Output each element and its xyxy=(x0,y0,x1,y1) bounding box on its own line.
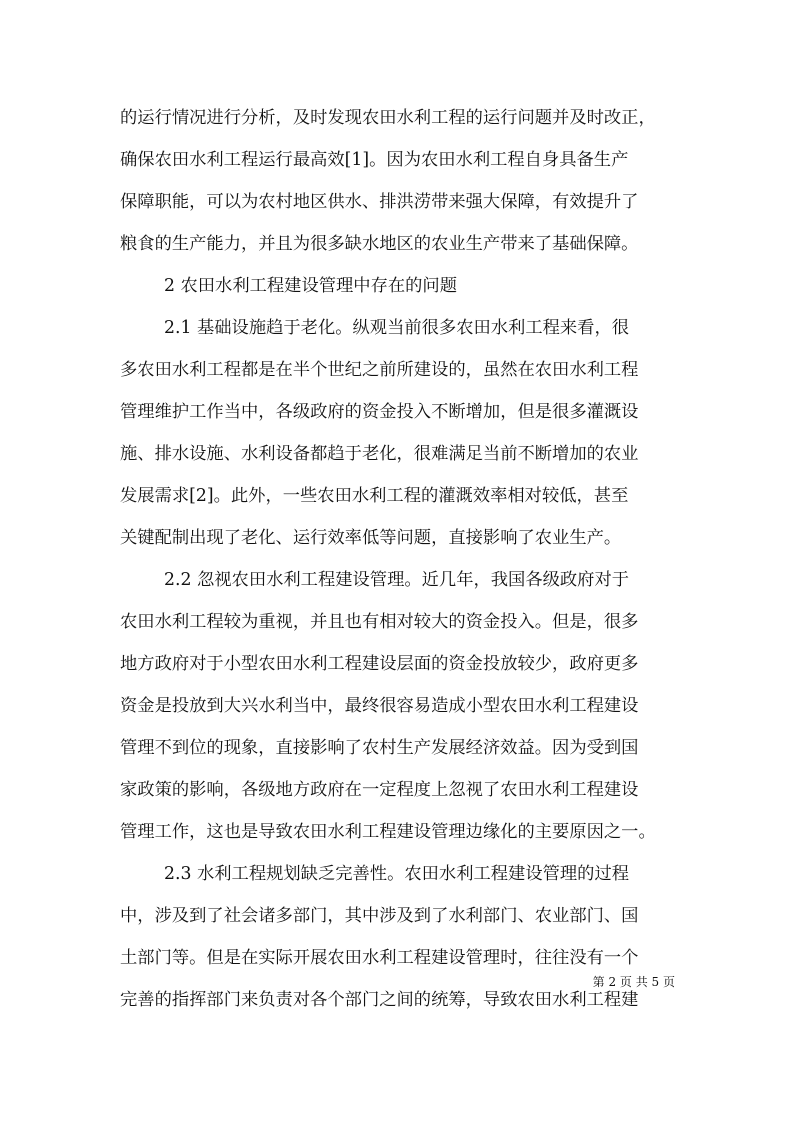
body-text-line: 多农田水利工程都是在半个世纪之前所建设的，虽然在农田水利工程 xyxy=(120,360,639,380)
body-text-line: 发展需求[2]。此外，一些农田水利工程的灌溉效率相对较低，甚至 xyxy=(120,486,629,506)
body-text-line: 家政策的影响，各级地方政府在一定程度上忽视了农田水利工程建设 xyxy=(120,780,639,800)
body-text-line: 保障职能，可以为农村地区供水、排洪涝带来强大保障，有效提升了 xyxy=(120,192,639,212)
page-number-footer: 第 2 页 共 5 页 xyxy=(592,975,675,989)
section-heading: 2 农田水利工程建设管理中存在的问题 xyxy=(164,276,457,296)
subsection-heading-line: 2.1 基础设施趋于老化。纵观当前很多农田水利工程来看，很 xyxy=(164,318,630,338)
body-text-line: 农田水利工程较为重视，并且也有相对较大的资金投入。但是，很多 xyxy=(120,612,639,632)
body-text-line: 管理不到位的现象，直接影响了农村生产发展经济效益。因为受到国 xyxy=(120,738,639,758)
body-text-line: 的运行情况进行分析，及时发现农田水利工程的运行问题并及时改正， xyxy=(120,108,656,128)
body-text-line: 管理维护工作当中，各级政府的资金投入不断增加，但是很多灌溉设 xyxy=(120,402,639,422)
subsection-heading-line: 2.2 忽视农田水利工程建设管理。近几年，我国各级政府对于 xyxy=(164,570,630,590)
body-text-line: 完善的指挥部门来负责对各个部门之间的统筹，导致农田水利工程建 xyxy=(120,990,639,1010)
body-text-line: 中，涉及到了社会诸多部门，其中涉及到了水利部门、农业部门、国 xyxy=(120,906,639,926)
body-text-line: 土部门等。但是在实际开展农田水利工程建设管理时，往往没有一个 xyxy=(120,948,639,968)
body-text-line: 关键配制出现了老化、运行效率低等问题，直接影响了农业生产。 xyxy=(120,528,622,548)
body-text-line: 施、排水设施、水利设备都趋于老化，很难满足当前不断增加的农业 xyxy=(120,444,639,464)
body-text-line: 确保农田水利工程运行最高效[1]。因为农田水利工程自身具备生产 xyxy=(120,150,629,170)
body-text-line: 地方政府对于小型农田水利工程建设层面的资金投放较少，政府更多 xyxy=(120,654,639,674)
body-text-line: 粮食的生产能力，并且为很多缺水地区的农业生产带来了基础保障。 xyxy=(120,234,639,254)
body-text-line: 资金是投放到大兴水利当中，最终很容易造成小型农田水利工程建设 xyxy=(120,696,639,716)
subsection-heading-line: 2.3 水利工程规划缺乏完善性。农田水利工程建设管理的过程 xyxy=(164,864,630,884)
body-text-line: 管理工作，这也是导致农田水利工程建设管理边缘化的主要原因之一。 xyxy=(120,822,656,842)
